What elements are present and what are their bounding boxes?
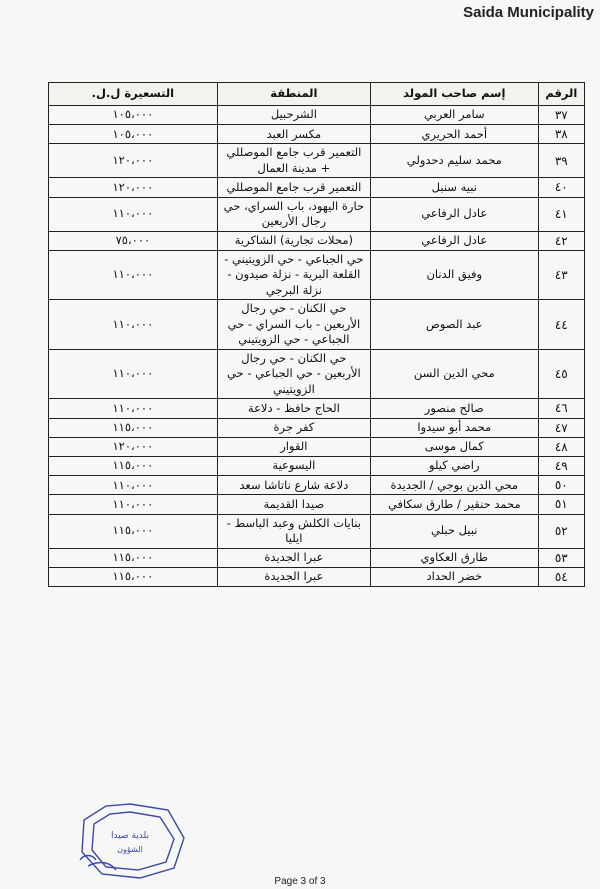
row-number: ٥٠ bbox=[538, 476, 584, 495]
area-cell: دلاعة شارع ناتاشا سعد bbox=[217, 476, 370, 495]
price-cell: ١٢٠،٠٠٠ bbox=[49, 144, 218, 178]
owner-name-cell: محي الدين بوجي / الجديدة bbox=[370, 476, 538, 495]
area-cell: القوار bbox=[217, 437, 370, 456]
table-row bbox=[49, 476, 585, 495]
table-row bbox=[49, 418, 585, 437]
owner-name-cell: خضر الحداد bbox=[370, 567, 538, 586]
price-cell: ١١٠،٠٠٠ bbox=[49, 300, 218, 350]
price-cell: ١١٠،٠٠٠ bbox=[49, 250, 218, 300]
row-number: ٣٩ bbox=[538, 144, 584, 178]
owner-name-cell: عادل الرفاعي bbox=[370, 231, 538, 250]
price-cell: ١١٥،٠٠٠ bbox=[49, 514, 218, 548]
col-header-number: الرقم bbox=[538, 83, 584, 106]
row-number: ٣٨ bbox=[538, 125, 584, 144]
table-row bbox=[49, 250, 585, 300]
owner-name-cell: صالح منصور bbox=[370, 399, 538, 418]
table-row bbox=[49, 300, 585, 350]
row-number: ٥٤ bbox=[538, 567, 584, 586]
row-number: ٤٠ bbox=[538, 178, 584, 197]
price-cell: ١١٥،٠٠٠ bbox=[49, 418, 218, 437]
area-cell: حي الجباعي - حي الزويتيني - القلعة البرية - نزلة صيدون - نزلة البرجي bbox=[217, 250, 370, 300]
table-row bbox=[49, 125, 585, 144]
area-cell: حي الكنان - حي رجال الأربعين - باب السراي - حي الجباعي - حي الزويتيني bbox=[217, 300, 370, 350]
page-number: Page 3 of 3 bbox=[274, 876, 326, 887]
row-number: ٤٣ bbox=[538, 250, 584, 300]
area-cell: صيدا القديمة bbox=[217, 495, 370, 514]
col-header-area: المنطقة bbox=[217, 83, 370, 106]
owner-name-cell: محمد أبو سيدوا bbox=[370, 418, 538, 437]
area-cell: (محلات تجارية) الشاكرية bbox=[217, 231, 370, 250]
owner-name-cell: نبيل حبلي bbox=[370, 514, 538, 548]
price-cell: ١٠٥،٠٠٠ bbox=[49, 125, 218, 144]
table-row bbox=[49, 437, 585, 456]
table-row bbox=[49, 514, 585, 548]
area-cell: عبرا الجديدة bbox=[217, 567, 370, 586]
row-number: ٥٢ bbox=[538, 514, 584, 548]
area-cell: مكسر العبد bbox=[217, 125, 370, 144]
table-row bbox=[49, 231, 585, 250]
price-cell: ١٢٠،٠٠٠ bbox=[49, 437, 218, 456]
owner-name-cell: سامر العربي bbox=[370, 106, 538, 125]
row-number: ٤٥ bbox=[538, 349, 584, 399]
owner-name-cell: عادل الرفاعي bbox=[370, 197, 538, 231]
table-row bbox=[49, 178, 585, 197]
owner-name-cell: راضي كيلو bbox=[370, 457, 538, 476]
table-row bbox=[49, 457, 585, 476]
area-cell: التعمير قرب جامع الموصللي bbox=[217, 178, 370, 197]
area-cell: عبرا الجديدة bbox=[217, 548, 370, 567]
owner-name-cell: عبد الصوص bbox=[370, 300, 538, 350]
price-cell: ١١٥،٠٠٠ bbox=[49, 567, 218, 586]
row-number: ٤٩ bbox=[538, 457, 584, 476]
price-cell: ٧٥،٠٠٠ bbox=[49, 231, 218, 250]
col-header-price: التسعيرة ل.ل. bbox=[49, 83, 218, 106]
document-header: Saida Municipality bbox=[463, 4, 594, 21]
owner-name-cell: وفيق الدنان bbox=[370, 250, 538, 300]
owner-name-cell: أحمد الحريري bbox=[370, 125, 538, 144]
col-header-owner-name: إسم صاحب المولد bbox=[370, 83, 538, 106]
row-number: ٣٧ bbox=[538, 106, 584, 125]
price-cell: ١١٠،٠٠٠ bbox=[49, 197, 218, 231]
area-cell: الشرحبيل bbox=[217, 106, 370, 125]
owner-name-cell: محي الدين السن bbox=[370, 349, 538, 399]
table-row bbox=[49, 548, 585, 567]
row-number: ٤٤ bbox=[538, 300, 584, 350]
table-row bbox=[49, 399, 585, 418]
owner-name-cell: محمد سليم دحدولي bbox=[370, 144, 538, 178]
stamp-text-1: بلدية صيدا bbox=[111, 831, 149, 841]
area-cell: اليسوعية bbox=[217, 457, 370, 476]
area-cell: حي الكنان - حي رجال الأربعين - حي الجباعي - حي الزويتيني bbox=[217, 349, 370, 399]
generators-table bbox=[48, 82, 585, 587]
table-row bbox=[49, 144, 585, 178]
price-cell: ١٢٠،٠٠٠ bbox=[49, 178, 218, 197]
price-cell: ١٠٥،٠٠٠ bbox=[49, 106, 218, 125]
row-number: ٥١ bbox=[538, 495, 584, 514]
area-cell: حارة اليهود، باب السراي، حي رجال الأربعين bbox=[217, 197, 370, 231]
row-number: ٥٣ bbox=[538, 548, 584, 567]
row-number: ٤٧ bbox=[538, 418, 584, 437]
price-cell: ١١٠،٠٠٠ bbox=[49, 495, 218, 514]
area-cell: الحاج حافظ - دلاعة bbox=[217, 399, 370, 418]
area-cell: كفر جرة bbox=[217, 418, 370, 437]
price-cell: ١١٠،٠٠٠ bbox=[49, 399, 218, 418]
price-cell: ١١٠،٠٠٠ bbox=[49, 349, 218, 399]
area-cell: بنايات الكلش وعبد الباسط - ايليا bbox=[217, 514, 370, 548]
price-cell: ١١٥،٠٠٠ bbox=[49, 457, 218, 476]
table-header-row bbox=[49, 83, 585, 106]
table-row bbox=[49, 349, 585, 399]
table-row bbox=[49, 106, 585, 125]
row-number: ٤١ bbox=[538, 197, 584, 231]
price-cell: ١١٠،٠٠٠ bbox=[49, 476, 218, 495]
area-cell: التعمير قرب جامع الموصللي + مدينة العمال bbox=[217, 144, 370, 178]
owner-name-cell: كمال موسى bbox=[370, 437, 538, 456]
municipality-stamp bbox=[70, 800, 190, 880]
price-cell: ١١٥،٠٠٠ bbox=[49, 548, 218, 567]
owner-name-cell: نبيه سنبل bbox=[370, 178, 538, 197]
table-row bbox=[49, 197, 585, 231]
row-number: ٤٨ bbox=[538, 437, 584, 456]
row-number: ٤٢ bbox=[538, 231, 584, 250]
row-number: ٤٦ bbox=[538, 399, 584, 418]
table-row bbox=[49, 567, 585, 586]
owner-name-cell: محمد حنقير / طارق سكافي bbox=[370, 495, 538, 514]
owner-name-cell: طارق العكاوي bbox=[370, 548, 538, 567]
table-row bbox=[49, 495, 585, 514]
stamp-text-2: الشؤون bbox=[117, 845, 143, 854]
